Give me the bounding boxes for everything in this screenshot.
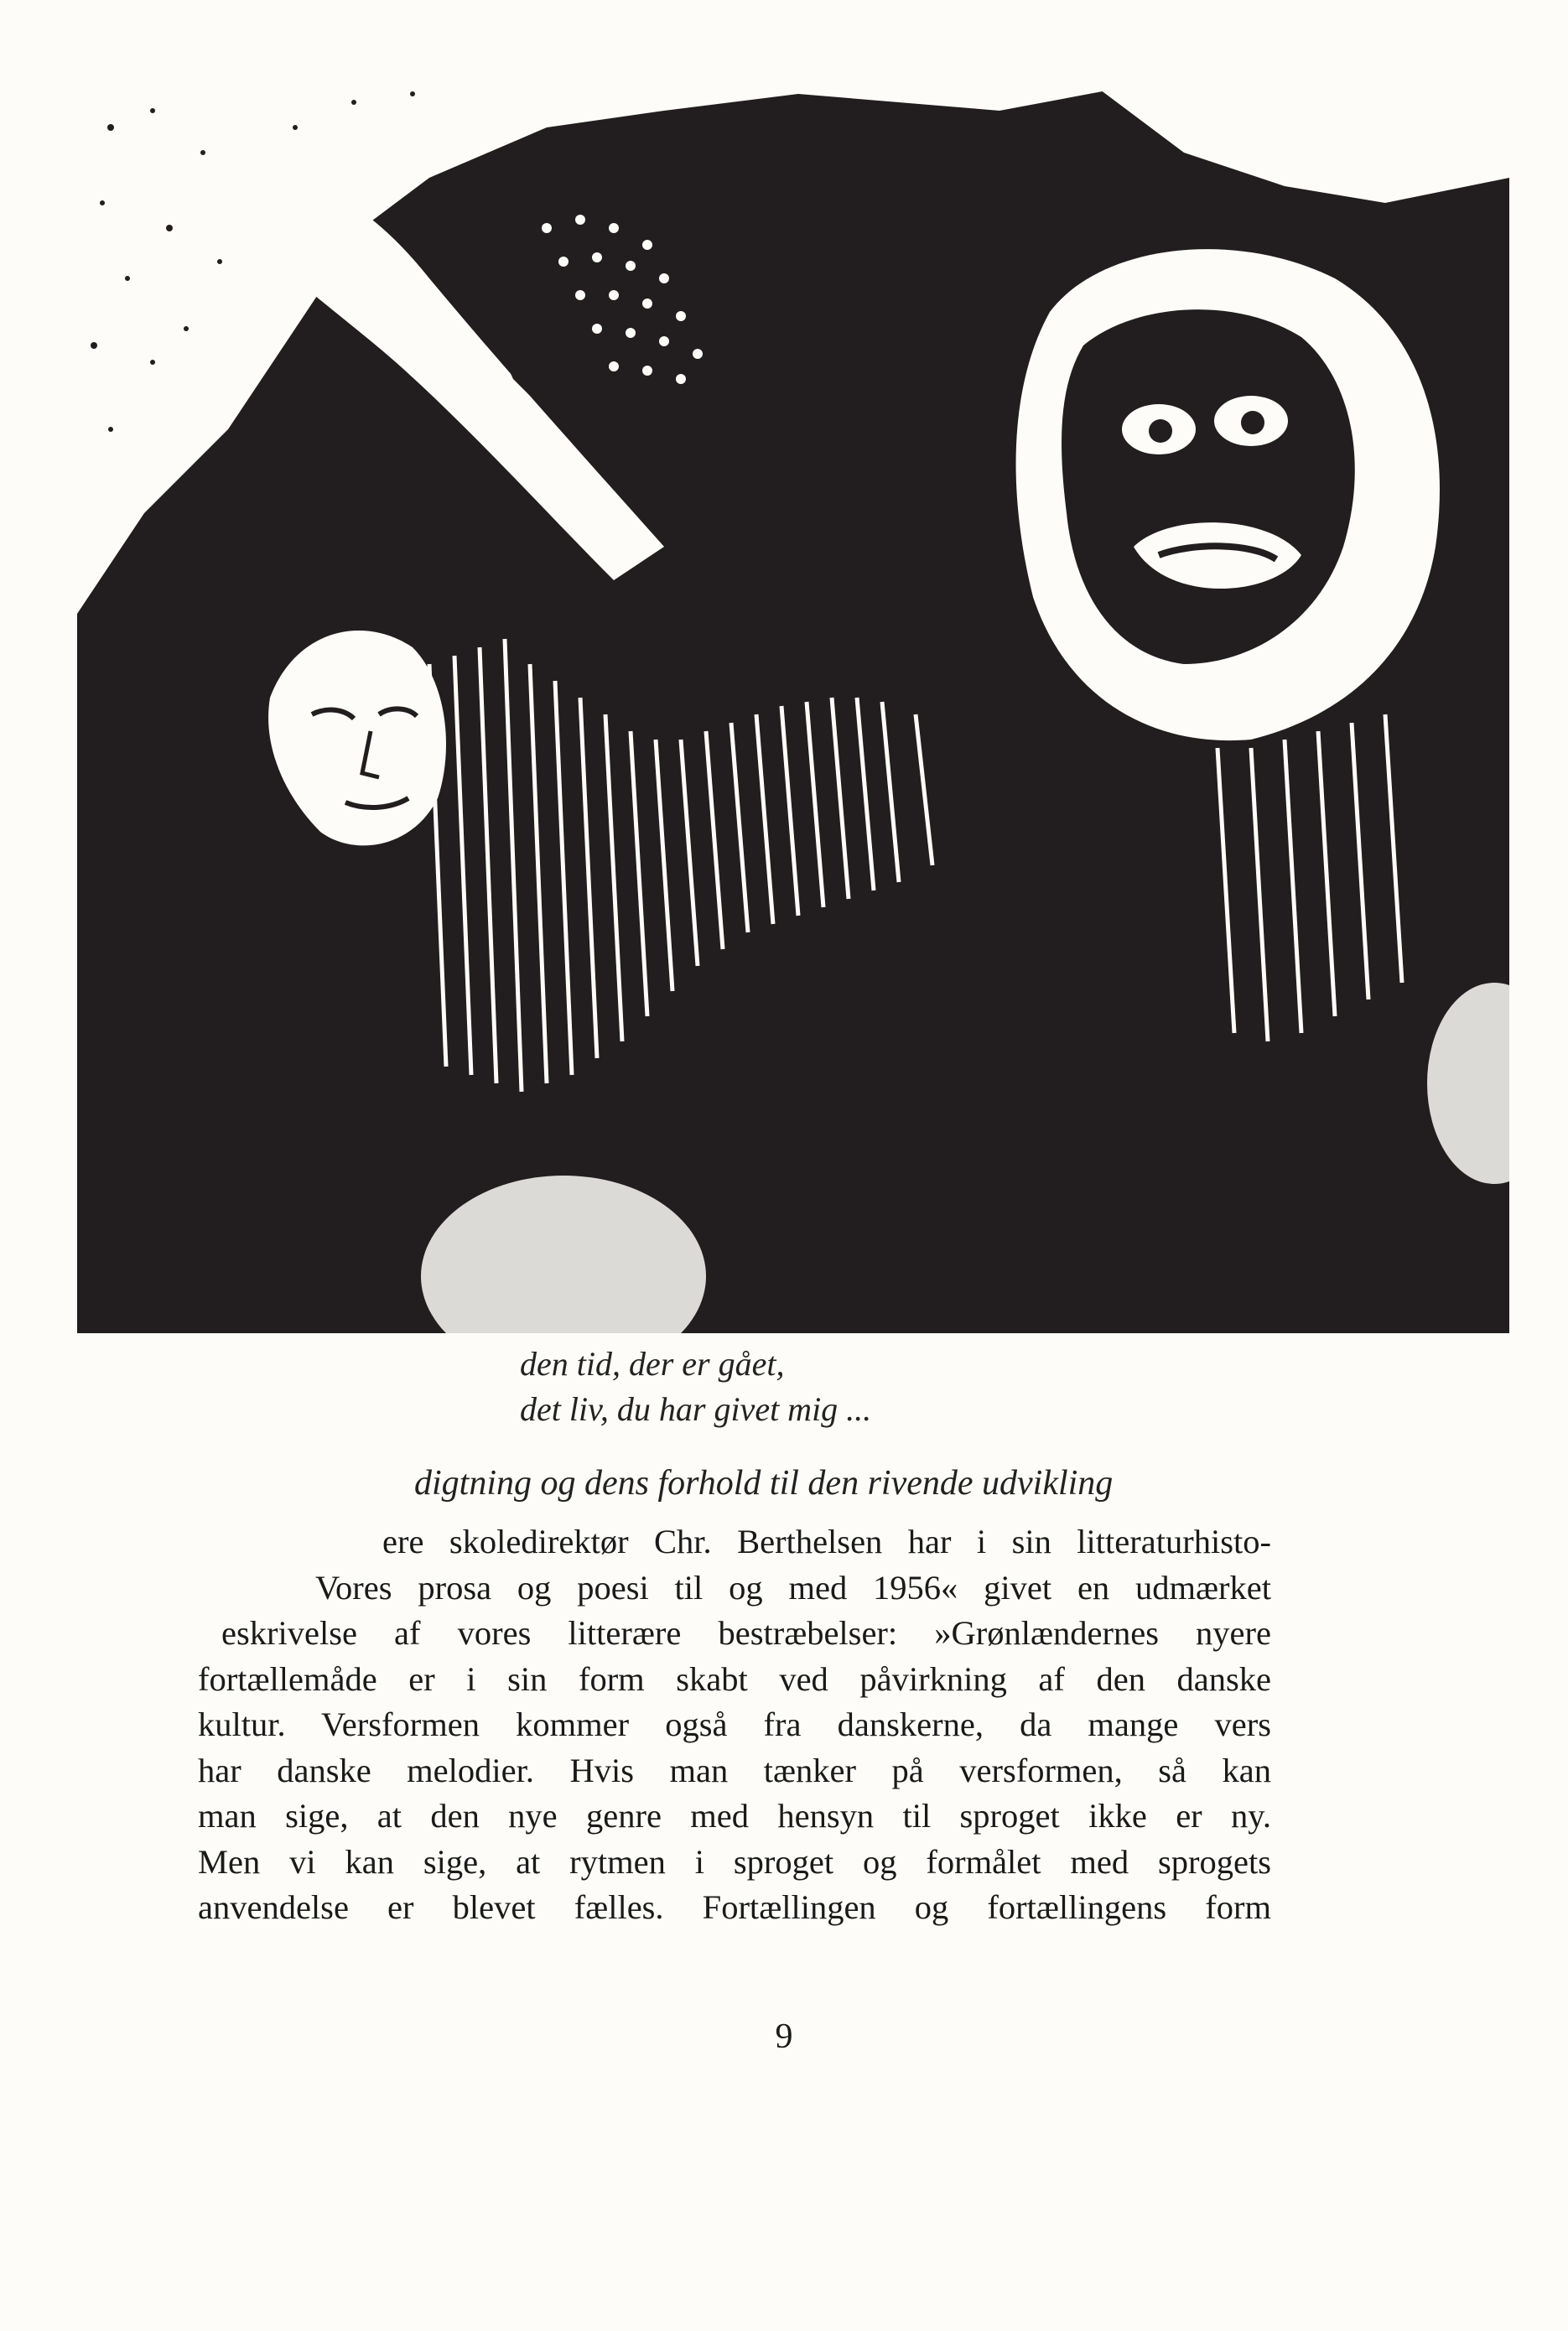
body-line: kultur. Versformen kommer også fra danskerne, da mange vers — [198, 1705, 1271, 1743]
body-paragraph — [198, 1519, 1271, 1931]
body-line: man sige, at den nye genre med hensyn til sproget ikke er ny. — [198, 1797, 1271, 1835]
body-line: anvendelse er blevet fælles. Fortællingen og fortællingens form — [198, 1888, 1271, 1926]
section-heading: digtning og dens forhold til den rivende udvikling — [414, 1464, 1114, 1503]
woodcut-illustration — [77, 77, 1509, 1333]
body-line: Men vi kan sige, at rytmen i sproget og formålet med sprogets — [198, 1842, 1271, 1881]
body-line: ere skoledirektør Chr. Berthelsen har i sin litteraturhisto- — [382, 1523, 1271, 1560]
page-number: 9 — [775, 2017, 793, 2056]
caption-line: den tid, der er gået, — [520, 1345, 785, 1383]
body-line: eskrivelse af vores litterære bestræbelser: »Grønlændernes nyere — [221, 1614, 1271, 1652]
body-line: har danske melodier. Hvis man tænker på versformen, så kan — [198, 1751, 1271, 1789]
body-line: Vores prosa og poesi til og med 1956« givet en udmærket — [315, 1568, 1271, 1607]
caption-line: det liv, du har givet mig ... — [520, 1390, 872, 1428]
poem-caption — [520, 1342, 871, 1432]
body-line: fortællemåde er i sin form skabt ved påvirkning af den danske — [198, 1659, 1271, 1698]
